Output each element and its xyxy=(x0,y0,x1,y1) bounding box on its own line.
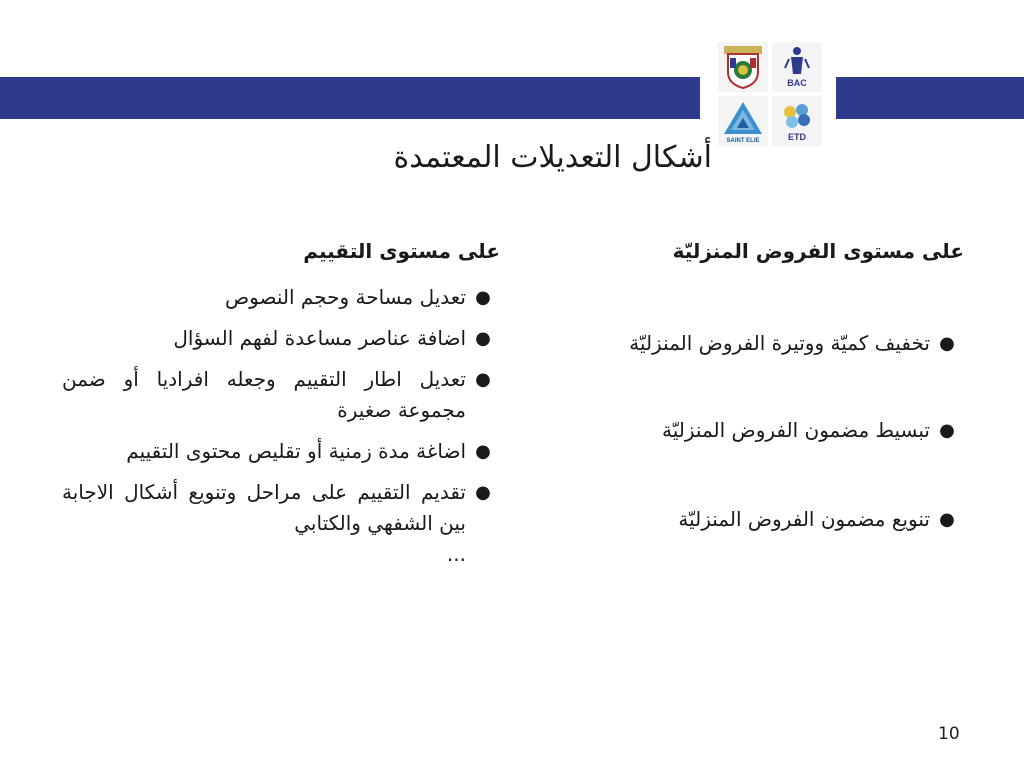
assessment-item: ● تقديم التقييم على مراحل وتنويع أشكال الاجابة بين الشفهي والكتابي xyxy=(62,477,500,539)
homework-heading: على مستوى الفروض المنزليّة xyxy=(672,239,964,263)
school-crest-icon xyxy=(720,44,766,90)
header-band-right xyxy=(836,77,1024,119)
bullet-icon: ● xyxy=(939,333,955,354)
homework-column xyxy=(524,236,964,535)
saint-elie-logo-text: SAINT ELIE xyxy=(726,138,760,144)
school-crest-logo xyxy=(718,42,768,92)
header-band-left xyxy=(0,77,700,119)
assessment-item: ● اضاغة مدة زمنية أو تقليص محتوى التقييم xyxy=(62,436,500,467)
bac-logo xyxy=(772,42,822,92)
slide-title: أشكال التعديلات المعتمدة xyxy=(393,140,712,175)
assessment-heading: على مستوى التقييم xyxy=(303,239,500,263)
assessment-item: ● اضافة عناصر مساعدة لفهم السؤال xyxy=(62,323,500,354)
logo-block xyxy=(718,42,822,146)
etd-logo-text: ETD xyxy=(788,132,806,142)
saint-elie-triangle-icon xyxy=(720,98,766,144)
etd-flower-icon xyxy=(774,98,820,144)
saint-elie-logo xyxy=(718,96,768,146)
etd-logo xyxy=(772,96,822,146)
homework-item: ● تبسيط مضمون الفروض المنزليّة xyxy=(524,415,964,446)
bullet-icon: ● xyxy=(939,509,955,530)
bullet-icon: ● xyxy=(475,369,491,390)
bullet-icon: ● xyxy=(475,287,491,308)
bac-figure-icon xyxy=(774,44,820,90)
page-number: 10 xyxy=(938,724,960,744)
assessment-item: ● تعديل اطار التقييم وجعله افراديا أو ضمن مجموعة صغيرة xyxy=(62,364,500,426)
bullet-icon: ● xyxy=(475,441,491,462)
bullet-icon: ● xyxy=(475,482,491,503)
bac-logo-text: BAC xyxy=(787,78,807,88)
assessment-ellipsis: ... xyxy=(446,542,466,566)
bullet-icon: ● xyxy=(475,328,491,349)
assessment-column xyxy=(62,236,500,569)
homework-item: ● تنويع مضمون الفروض المنزليّة xyxy=(524,504,964,535)
assessment-item: ● تعديل مساحة وحجم النصوص xyxy=(62,282,500,313)
homework-item: ● تخفيف كميّة ووتيرة الفروض المنزليّة xyxy=(524,328,964,359)
bullet-icon: ● xyxy=(939,420,955,441)
